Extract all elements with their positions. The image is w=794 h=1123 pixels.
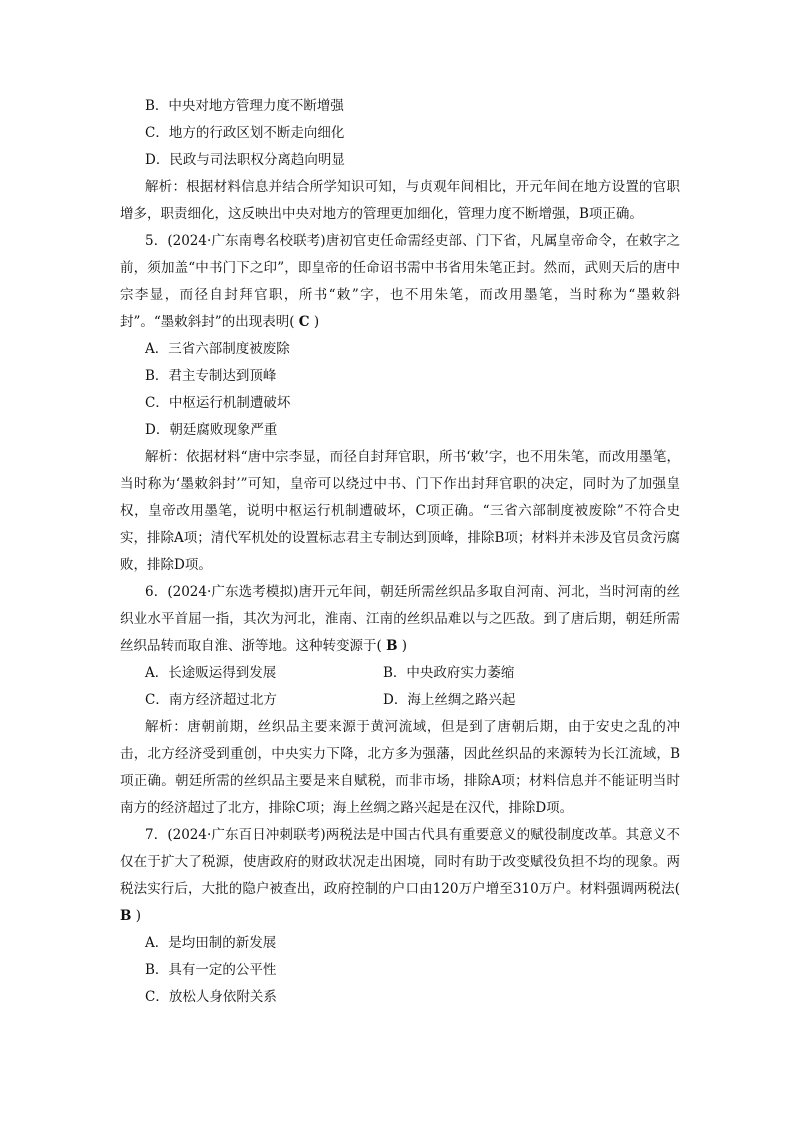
q6-option-c: C．南方经济超过北方 — [145, 692, 277, 708]
q6-option-b: B．中央政府实力萎缩 — [383, 665, 515, 681]
page-content — [120, 93, 680, 1011]
q6-option-d: D．海上丝绸之路兴起 — [383, 692, 516, 708]
q5-analysis: 解析：依据材料“唐中宗李显，而径自封拜官职，所书‘敕’字，也不用朱笔，而改用墨笔，当时称为‘墨敕斜封’”可知，皇帝可以绕过中书、门下作出封拜官职的决定，同时为了加强皇权，皇帝改用墨笔，说明中枢运行机制遭破坏，C项正确。“三省六部制度被废除”不符合史实，排除A项；清代军机处的设置标志君主专制达到顶峰，排除B项；材料并未涉及官员贪污腐败，排除D项。 — [120, 449, 680, 573]
q6-options-row-1 — [120, 660, 680, 687]
q7-stem-text: 7．(2024·广东百日冲刺联考)两税法是中国古代具有重要意义的赋役制度改革。其意义不仅在于扩大了税源，使唐政府的财政状况走出困境，同时有助于改变赋役负担不均的现象。两税法实行后，大批的隐户被查出，政府控制的户口由120万户增至310万户。材料强调两税法( — [120, 827, 680, 897]
q5-stem — [120, 228, 680, 336]
q7-option-c: C．放松人身依附关系 — [145, 989, 277, 1005]
q6-analysis: 解析：唐朝前期，丝织品主要来源于黄河流域，但是到了唐朝后期，由于安史之乱的冲击，北方经济受到重创，中央实力下降，北方多为强藩，因此丝织品的来源转为长江流域，B项正确。朝廷所需的丝织品主要是来自赋税，而非市场，排除A项；材料信息并不能证明当时南方的经济超过了北方，排除C项；海上丝绸之路兴起是在汉代，排除D项。 — [120, 719, 680, 816]
q4-option-d: D．民政与司法职权分离趋向明显 — [145, 152, 345, 168]
q4-analysis: 解析：根据材料信息并结合所学知识可知，与贞观年间相比，开元年间在地方设置的官职增多，职责细化，这反映出中央对地方的管理更加细化，管理力度不断增强，B项正确。 — [120, 179, 680, 222]
q5-option-d: D．朝廷腐败现象严重 — [145, 422, 278, 438]
q5-answer: C — [298, 314, 310, 330]
q6-option-a: A．长途贩运得到发展 — [145, 665, 277, 681]
q5-option-a: A．三省六部制度被废除 — [145, 341, 290, 357]
q7-stem — [120, 822, 680, 930]
q5-stem-text: 5．(2024·广东南粤名校联考)唐初官吏任命需经吏部、门下省，凡属皇帝命令，在敕字之前，须加盖“中书门下之印”，即皇帝的任命诏书需中书省用朱笔正封。然而，武则天后的唐中宗李显，而径自封拜官职，所书“敕”字，也不用朱笔，而改用墨笔，当时称为“墨敕斜封”。“墨敕斜封”的出现表明( — [120, 233, 680, 330]
q4-option-c: C．地方的行政区划不断走向细化 — [145, 125, 345, 141]
q5-option-b: B．君主专制达到顶峰 — [145, 368, 277, 384]
q6-answer: B — [386, 638, 398, 654]
q5-option-c: C．中枢运行机制遭破坏 — [145, 395, 291, 411]
q7-option-b: B．具有一定的公平性 — [145, 962, 277, 978]
q6-stem-end: ) — [401, 638, 408, 654]
q4-option-b: B．中央对地方管理力度不断增强 — [145, 98, 344, 114]
q6-stem — [120, 579, 680, 660]
q7-stem-end: ) — [135, 908, 141, 924]
q6-options-row-2 — [120, 687, 680, 714]
q6-stem-text: 6．(2024·广东选考模拟)唐开元年间，朝廷所需丝织品多取自河南、河北，当时河南的丝织业水平首屈一指，其次为河北，淮南、江南的丝织品难以与之匹敌。到了唐后期，朝廷所需丝织品转而取自淮、浙等地。这种转变源于( — [120, 584, 680, 654]
q7-answer: B — [120, 908, 132, 924]
q5-stem-end: ) — [313, 314, 320, 330]
q7-option-a: A．是均田制的新发展 — [145, 935, 277, 951]
